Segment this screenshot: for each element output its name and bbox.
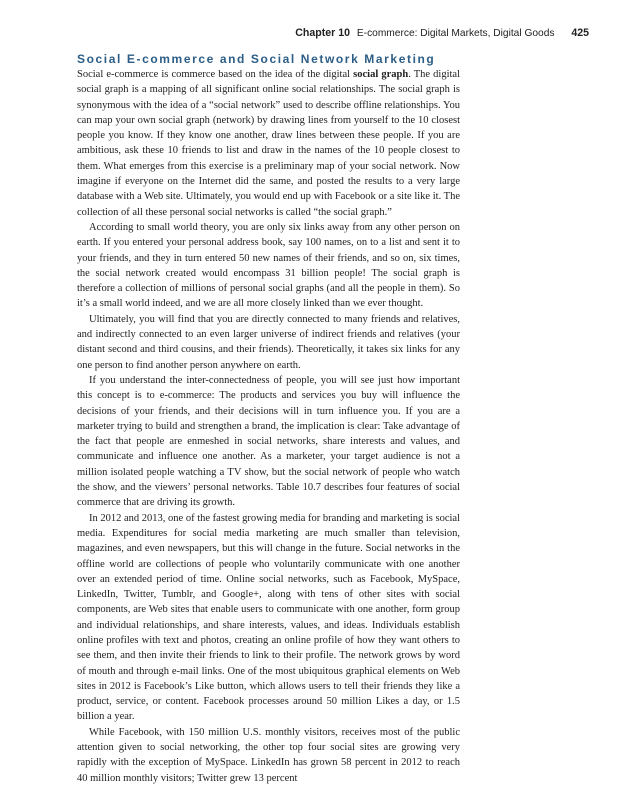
body-text — [77, 67, 460, 786]
paragraph-2: According to small world theory, you are only six links away from any other person on earth. If you entered your personal address book, say 100 names, on to a list and sent it to your friends, and they in turn entered 50 new names of their friends, and so on, six times, the social network created would encompass 31 billion people! The social graph is therefore a collection of millions of personal social graphs (and all the people in them). So it’s a small world indeed, and we are all more closely linked than we ever thought. — [77, 221, 460, 310]
chapter-label: Chapter 10 — [295, 27, 351, 39]
paragraph-1-rest: . The digital social graph is a mapping of all significant online social relationships. The social graph is synonymous with the idea of a “social network” used to describe offline relationships. You can map your own social graph (network) by drawing lines from yourself to the 10 closest people you know. If they know one another, draw lines between these people. If you are ambitious, ask these 10 friends to list and draw in the names of the 10 people closest to them. What emerges from this exercise is a preliminary map of your social network. Now imagine if everyone on the Internet did the same, and posted the results to a very large database with a Web site. Ultimately, you would end up with Facebook or a site like it. The collection of all these personal social networks is called “the social graph.” — [77, 69, 460, 218]
section-heading: Social E-commerce and Social Network Marketing — [77, 52, 436, 66]
paragraph-5: In 2012 and 2013, one of the fastest growing media for branding and marketing is social media. Expenditures for social media marketing are much smaller than television, magazines, and even newspapers, but this will change in the future. Social networks in the offline world are collections of people who voluntarily communicate with one another over an extended period of time. Online social networks, such as Facebook, MySpace, LinkedIn, Twitter, Tumblr, and Google+, along with tens of other sites with social components, are Web sites that enable users to communicate with one another, form group and individual relationships, and share interests, values, and ideas. Individuals establish online profiles with text and photos, creating an online profile of how they want others to see them, and then invite their friends to link to their profile. The network grows by word of mouth and through e-mail links. One of the most ubiquitous graphical elements on Web sites in 2012 is Facebook’s Like button, which allows users to tell their friends they like a product, service, or content. Facebook processes around 50 million Likes a day, or 1.5 billion a year. — [77, 512, 460, 723]
paragraph-6: While Facebook, with 150 million U.S. monthly visitors, receives most of the public attention given to social networking, the other top four social sites are growing very rapidly with the exception of MySpace. LinkedIn has grown 58 percent in 2012 to reach 40 million monthly visitors; Twitter grew 13 percent — [77, 726, 460, 784]
chapter-subtitle: E-commerce: Digital Markets, Digital Goods — [356, 28, 555, 39]
paragraph-1 — [77, 67, 460, 220]
paragraph-3: Ultimately, you will find that you are directly connected to many friends and relatives, and indirectly connected to an even larger universe of indirect friends and relatives (your distant second and third cousins, and their friends). Theoretically, it takes six links for any one person to find another person anywhere on earth. — [77, 313, 460, 371]
term-social-graph: social graph — [353, 69, 409, 80]
page-number: 425 — [571, 27, 589, 39]
running-head — [295, 26, 589, 40]
paragraph-4: If you understand the inter-connectedness of people, you will see just how important this concept is to e-commerce: The products and services you buy will influence the decisions of your friends, and their decisions will in turn influence you. If you are a marketer trying to build and strengthen a brand, the implication is clear: Take advantage of the fact that people are enmeshed in social networks, share interests and values, and communicate and influence one another. As a marketer, your target audience is not a million isolated people watching a TV show, but the social network of people who watch the show, and the viewers’ personal networks. Table 10.7 describes four features of social commerce that are driving its growth. — [77, 374, 460, 509]
paragraph-1-lead: Social e-commerce is commerce based on the idea of the digital — [77, 69, 354, 80]
